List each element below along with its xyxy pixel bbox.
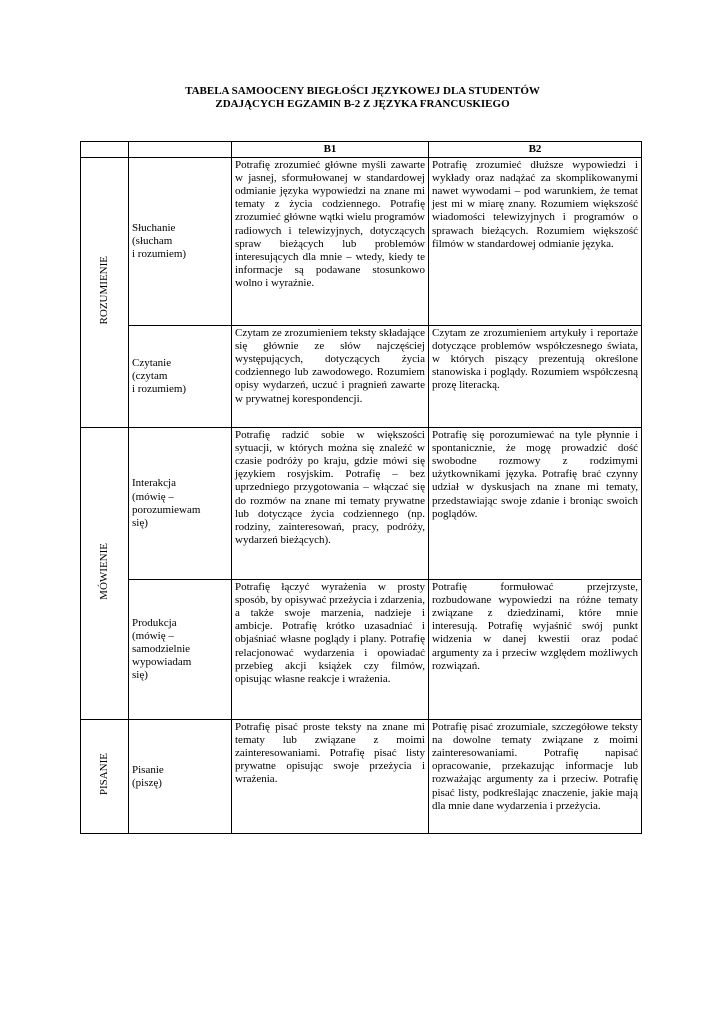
title-line-1: TABELA SAMOOCENY BIEGŁOŚCI JĘZYKOWEJ DLA STUDENTÓW xyxy=(185,85,540,97)
b2-description: Potrafię się porozumiewać na tyle płynnie i spontanicznie, że mogę prowadzić dość swobodne rozmowy z rodzimymi użytkownikami języka. Potrafię brać czynny udział w dyskusjach na znane mi tematy, przedstawiając swoje zdanie i broniąc swoich poglądów. xyxy=(429,428,642,580)
b2-description: Czytam ze zrozumieniem artykuły i reportaże dotyczące problemów współczesnego świata, w których piszący prezentują określone stanowiska i poglądy. Rozumiem współczesną prozę literacką. xyxy=(429,326,642,428)
skill-label: się) xyxy=(132,516,148,529)
category-cell-mowienie xyxy=(81,428,129,720)
skill-label: (mówię – xyxy=(132,629,174,642)
category-label: PISANIE xyxy=(97,753,110,796)
header-empty-category xyxy=(81,142,129,158)
skill-label: samodzielnie xyxy=(132,643,191,656)
skill-label: Czytanie xyxy=(132,356,172,369)
skill-label: i rozumiem) xyxy=(132,248,187,261)
skill-label: Produkcja xyxy=(132,616,177,629)
skill-label: i rozumiem) xyxy=(132,383,187,396)
b2-description: Potrafię zrozumieć dłuższe wypowiedzi i wykłady oraz nadążać za skomplikowanymi nawet wywodami – pod warunkiem, że temat jest mi w miarę znany. Rozumiem większość wiadomości telewizyjnych i programów o sprawach bieżących. Rozumiem większość filmów w standardowej odmianie języka. xyxy=(429,158,642,326)
category-label: ROZUMIENIE xyxy=(97,256,110,325)
b1-description: Czytam ze zrozumieniem teksty składające się głównie ze słów najczęściej występujących, dotyczących życia codziennego lub zawodowego. Rozumiem opisy wydarzeń, uczuć i pragnień zawarte w prywatnej korespondencji. xyxy=(232,326,429,428)
header-b1: B1 xyxy=(232,142,429,158)
skill-cell xyxy=(129,580,232,720)
header-b2: B2 xyxy=(429,142,642,158)
skill-label: Pisanie xyxy=(132,763,164,776)
skill-label: Interakcja xyxy=(132,477,176,490)
category-cell-pisanie xyxy=(81,720,129,834)
header-row xyxy=(81,142,642,158)
b1-description: Potrafię łączyć wyrażenia w prosty sposób, by opisywać przeżycia i zdarzenia, a także swoje marzenia, nadzieje i ambicje. Potrafię krótko uzasadniać i objaśniać własne poglądy i plany. Potrafię relacjonować wydarzenia i opowiadać przebieg akcji książek czy filmów, opisując własne reakcje i wrażenia. xyxy=(232,580,429,720)
b2-description: Potrafię formułować przejrzyste, rozbudowane wypowiedzi na różne tematy związane z dziedzinami, które mnie interesują. Potrafię wyjaśnić swój punkt widzenia w danej kwestii oraz podać argumenty za i przeciw względem możliwych rozwiązań. xyxy=(429,580,642,720)
skill-cell xyxy=(129,428,232,580)
skill-cell xyxy=(129,720,232,834)
category-label: MÓWIENIE xyxy=(97,543,110,600)
skill-label: Słuchanie xyxy=(132,221,176,234)
skill-label: (czytam xyxy=(132,370,168,383)
table-row xyxy=(81,720,642,834)
title-line-2: ZDAJĄCYCH EGZAMIN B-2 Z JĘZYKA FRANCUSKIEGO xyxy=(215,98,510,110)
skill-label: porozumiewam xyxy=(132,503,201,516)
self-assessment-table xyxy=(80,141,642,834)
b1-description: Potrafię pisać proste teksty na znane mi tematy lub związane z moimi zainteresowaniami. Potrafię pisać listy prywatne opisując swoje przeżycia i wrażenia. xyxy=(232,720,429,834)
skill-label: wypowiadam xyxy=(132,656,192,669)
category-cell-rozumienie xyxy=(81,158,129,428)
document-title xyxy=(0,85,725,111)
b2-description: Potrafię pisać zrozumiale, szczegółowe teksty na dowolne tematy związane z moimi zainteresowaniami. Potrafię napisać opracowanie, przekazując informacje lub rozważając argumenty za i przeciw. Potrafię pisać listy, podkreślając znaczenie, jakie mają dla mnie dane wydarzenia i przeżycia. xyxy=(429,720,642,834)
table-row xyxy=(81,580,642,720)
table-row xyxy=(81,428,642,580)
skill-label: (mówię – xyxy=(132,490,174,503)
b1-description: Potrafię zrozumieć główne myśli zawarte w jasnej, sformułowanej w standardowej odmianie języka wypowiedzi na znane mi tematy z życia codziennego. Potrafię zrozumieć główne wątki wielu programów radiowych i telewizyjnych, dotyczących spraw bieżących lub problemów interesujących dla mnie – wtedy, kiedy te informacje są podawane stosunkowo wolno i wyraźnie. xyxy=(232,158,429,326)
b1-description: Potrafię radzić sobie w większości sytuacji, w których można się znaleźć w czasie podróży po kraju, gdzie mówi się językiem rosyjskim. Potrafię – bez uprzedniego przygotowania – włączać się do rozmów na znane mi tematy prywatne lub dotyczące życia codziennego (np. rodziny, zainteresowań, pracy, podróży, wydarzeń bieżących). xyxy=(232,428,429,580)
skill-label: (piszę) xyxy=(132,776,162,789)
skill-cell xyxy=(129,326,232,428)
skill-cell xyxy=(129,158,232,326)
skill-label: się) xyxy=(132,669,148,682)
skill-label: (słucham xyxy=(132,235,173,248)
header-empty-skill xyxy=(129,142,232,158)
table-row xyxy=(81,326,642,428)
table-row xyxy=(81,158,642,326)
